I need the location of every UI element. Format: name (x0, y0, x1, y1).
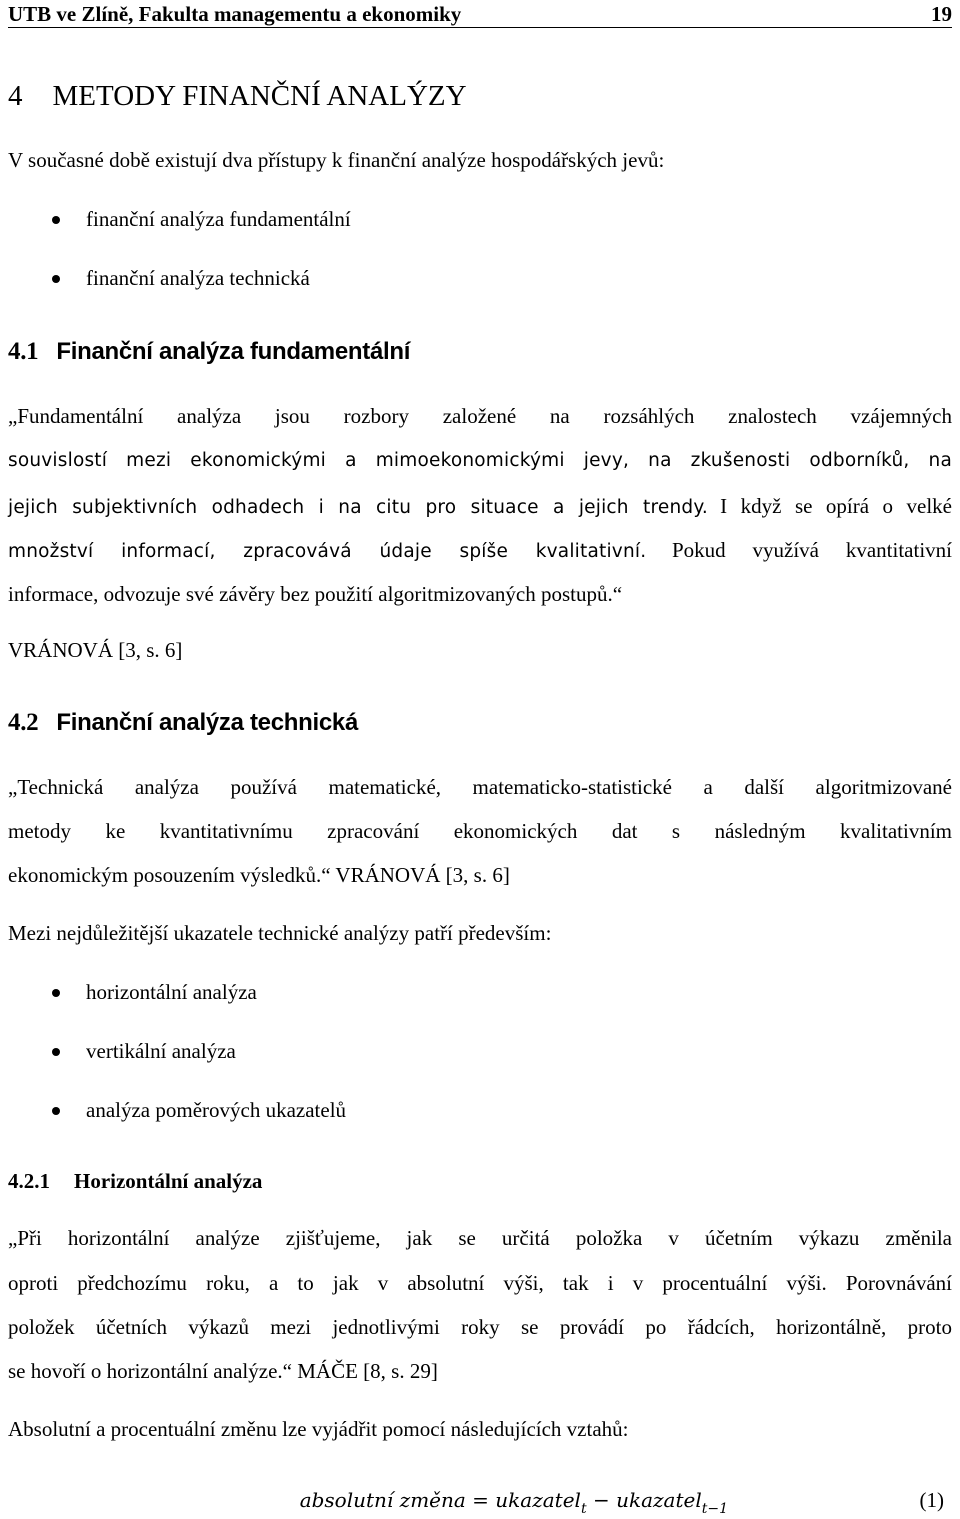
equation-term2: ukazatel (616, 1488, 702, 1512)
equation-minus: − (592, 1488, 610, 1512)
section-heading-4-2-1 (8, 1169, 952, 1194)
equation-lhs: absolutní změna (299, 1488, 466, 1512)
section1-citation: VRÁNOVÁ [3, s. 6] (8, 638, 183, 662)
section-heading-4-1 (8, 338, 952, 366)
section1-line-4: množství informací, zpracovává údaje spíše kvalitativní. Pokud využívá kvantitativní (8, 538, 953, 562)
header-page-number: 19 (931, 2, 952, 26)
equation-sub2: t−1 (701, 1501, 728, 1517)
header-institution: UTB ve Zlíně, Fakulta managementu a ekonomiky (8, 2, 462, 26)
equation-1 (299, 1488, 728, 1517)
section1-line-5: informace, odvozuje své závěry bez použití algoritmizovaných postupů.“ (8, 582, 623, 606)
chapter-heading (8, 80, 952, 113)
equation-equals: = (472, 1488, 489, 1512)
section-title: Finanční analýza fundamentální (56, 338, 411, 365)
chapter-number: 4 (8, 80, 23, 112)
section1-line-3: jejich subjektivních odhadech i na citu pro situace a jejich trendy. I když se opírá o velké (8, 494, 953, 518)
chapter-title: METODY FINANČNÍ ANALÝZY (52, 80, 467, 112)
equation-sub1: t (580, 1501, 587, 1517)
section2-line-2: metody ke kvantitativnímu zpracování ekonomických dat s následným kvalitativním (8, 819, 952, 843)
chapter-bullet-2: finanční analýza technická (86, 266, 310, 290)
chapter-intro: V současné době existují dva přístupy k finanční analýze hospodářských jevů: (8, 148, 665, 172)
section-title: Horizontální analýza (74, 1169, 263, 1193)
section3-line-4: se hovoří o horizontální analýze.“ MÁČE [8, s. 29] (8, 1359, 438, 1383)
bullet-icon (52, 1107, 60, 1115)
page-header (8, 0, 952, 28)
section3-line-1: „Při horizontální analýze zjišťujeme, jak se určitá položka v účetním výkazu změnila (8, 1226, 952, 1250)
chapter-bullet-1: finanční analýza fundamentální (86, 207, 351, 231)
section-number: 4.2 (8, 709, 39, 736)
section2-bullet-1: horizontální analýza (86, 980, 257, 1004)
equation-number: (1) (919, 1488, 944, 1512)
section3-line-3: položek účetních výkazů mezi jednotlivými roky se provádí po řádcích, horizontálně, proto (8, 1315, 952, 1339)
section-title: Finanční analýza technická (56, 709, 359, 736)
section-number: 4.1 (8, 338, 39, 365)
equation-term1: ukazatel (495, 1488, 581, 1512)
section1-line-1: „Fundamentální analýza jsou rozbory založené na rozsáhlých znalostech vzájemných (8, 404, 952, 428)
bullet-icon (52, 216, 60, 224)
section3-line-2: oproti předchozímu roku, a to jak v absolutní výši, tak i v procentuální výši. Porovnávání (8, 1271, 952, 1295)
bullet-icon (52, 275, 60, 283)
section2-bullet-2: vertikální analýza (86, 1039, 236, 1063)
section2-bullet-3: analýza poměrových ukazatelů (86, 1098, 347, 1122)
section2-intro: Mezi nejdůležitější ukazatele technické analýzy patří především: (8, 921, 552, 945)
bullet-icon (52, 1048, 60, 1056)
section3-intro: Absolutní a procentuální změnu lze vyjádřit pomocí následujících vztahů: (8, 1417, 629, 1441)
section-number: 4.2.1 (8, 1169, 50, 1193)
section1-line-2: souvislostí mezi ekonomickými a mimoekonomickými jevy, na zkušenosti odborníků, na (8, 450, 952, 471)
section2-line-1: „Technická analýza používá matematické, matematicko-statistické a další algoritmizované (8, 775, 952, 799)
section2-line-3: ekonomickým posouzením výsledků.“ VRÁNOVÁ [3, s. 6] (8, 863, 510, 887)
section-heading-4-2 (8, 709, 952, 737)
bullet-icon (52, 989, 60, 997)
